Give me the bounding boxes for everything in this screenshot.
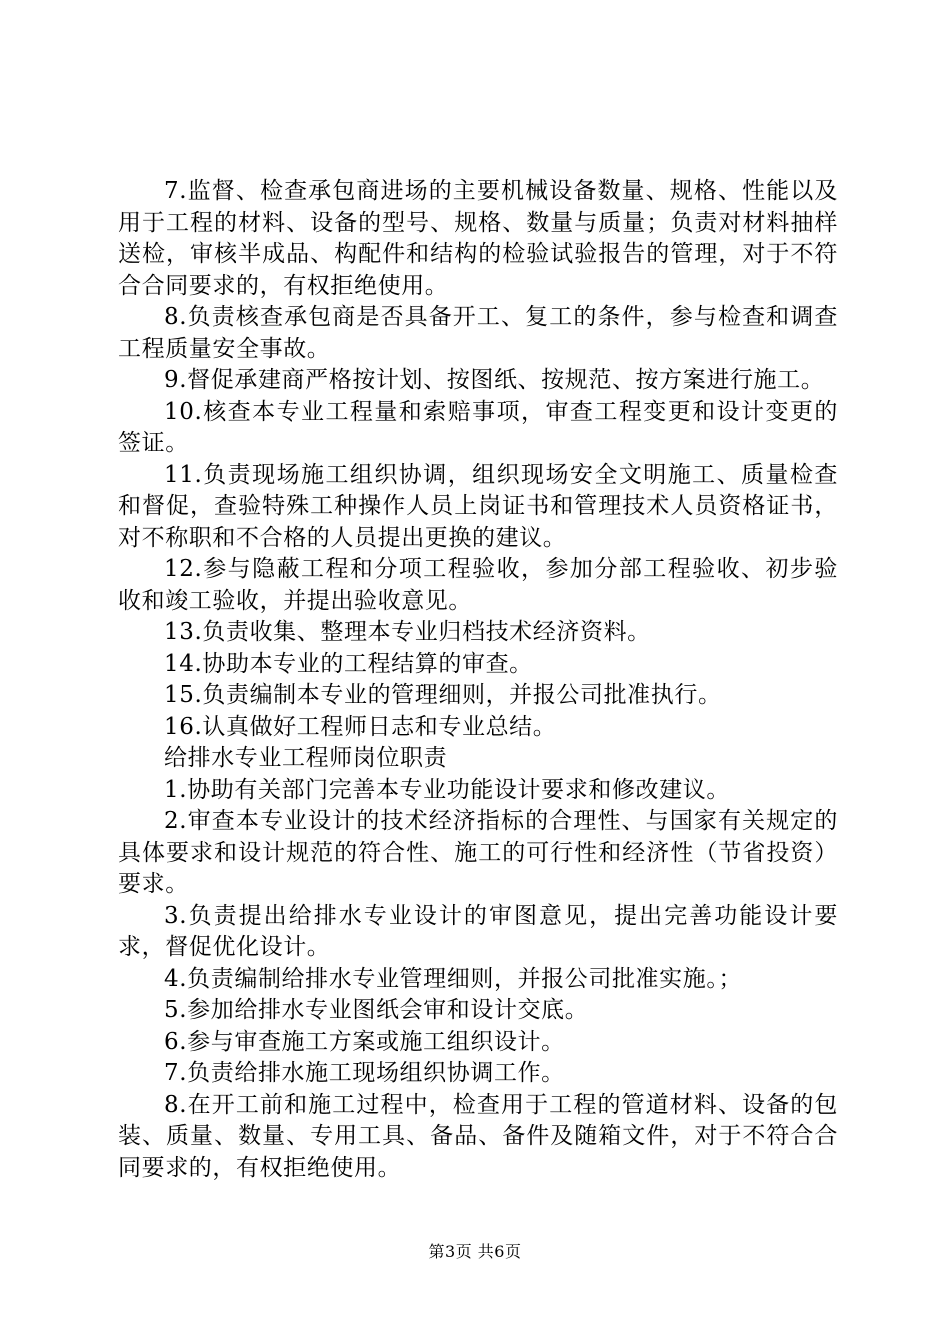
paragraph-water-duty-3: 3.负责提出给排水专业设计的审图意见，提出完善功能设计要求，督促优化设计。 <box>118 902 838 960</box>
paragraph-water-duty-7: 7.负责给排水施工现场组织协调工作。 <box>164 1060 565 1086</box>
paragraph-duty-14: 14.协助本专业的工程结算的审查。 <box>164 650 533 677</box>
paragraph-duty-12: 12.参与隐蔽工程和分项工程验收，参加分部工程验收、初步验收和竣工验收，并提出验收意见。 <box>118 556 838 614</box>
paragraph-water-duty-1: 1.协助有关部门完善本专业功能设计要求和修改建议。 <box>164 776 730 803</box>
paragraph-duty-10: 10.核查本专业工程量和索赔事项，审查工程变更和设计变更的签证。 <box>118 398 838 456</box>
document-body <box>118 176 838 1184</box>
paragraph-duty-8: 8.负责核查承包商是否具备开工、复工的条件，参与检查和调查工程质量安全事故。 <box>118 304 838 362</box>
paragraph-duty-15: 15.负责编制本专业的管理细则，并报公司批准执行。 <box>164 682 722 708</box>
paragraph-water-duty-6: 6.参与审查施工方案或施工组织设计。 <box>164 1028 565 1055</box>
paragraph-duty-13: 13.负责收集、整理本专业归档技术经济资料。 <box>164 619 651 645</box>
paragraph-duty-16: 16.认真做好工程师日志和专业总结。 <box>164 713 557 740</box>
paragraph-duty-7: 7.监督、检查承包商进场的主要机械设备数量、规格、性能以及用于工程的材料、设备的型号、规格、数量与质量；负责对材料抽样送检，审核半成品、构配件和结构的检验试验报告的管理，对于不符合合同要求的，有权拒绝使用。 <box>118 178 838 299</box>
paragraph-water-duty-5: 5.参加给排水专业图纸会审和设计交底。 <box>164 997 589 1023</box>
paragraph-water-duty-4: 4.负责编制给排水专业管理细则，并报公司批准实施。； <box>164 965 743 992</box>
page-number-footer: 第3页 共6页 <box>428 1242 522 1261</box>
paragraph-duty-11: 11.负责现场施工组织协调，组织现场安全文明施工、质量检查和督促，查验特殊工种操作人员上岗证书和管理技术人员资格证书，对不称职和不合格的人员提出更换的建议。 <box>118 461 838 551</box>
paragraph-water-duty-8: 8.在开工前和施工过程中，检查用于工程的管道材料、设备的包装、质量、数量、专用工具、备品、备件及随箱文件，对于不符合合同要求的，有权拒绝使用。 <box>118 1091 838 1181</box>
paragraph-water-duty-2: 2.审查本专业设计的技术经济指标的合理性、与国家有关规定的具体要求和设计规范的符合性、施工的可行性和经济性（节省投资）要求。 <box>118 808 838 897</box>
section-heading: 给排水专业工程师岗位职责 <box>164 745 448 771</box>
paragraph-duty-9: 9.督促承建商严格按计划、按图纸、按规范、按方案进行施工。 <box>164 367 825 393</box>
